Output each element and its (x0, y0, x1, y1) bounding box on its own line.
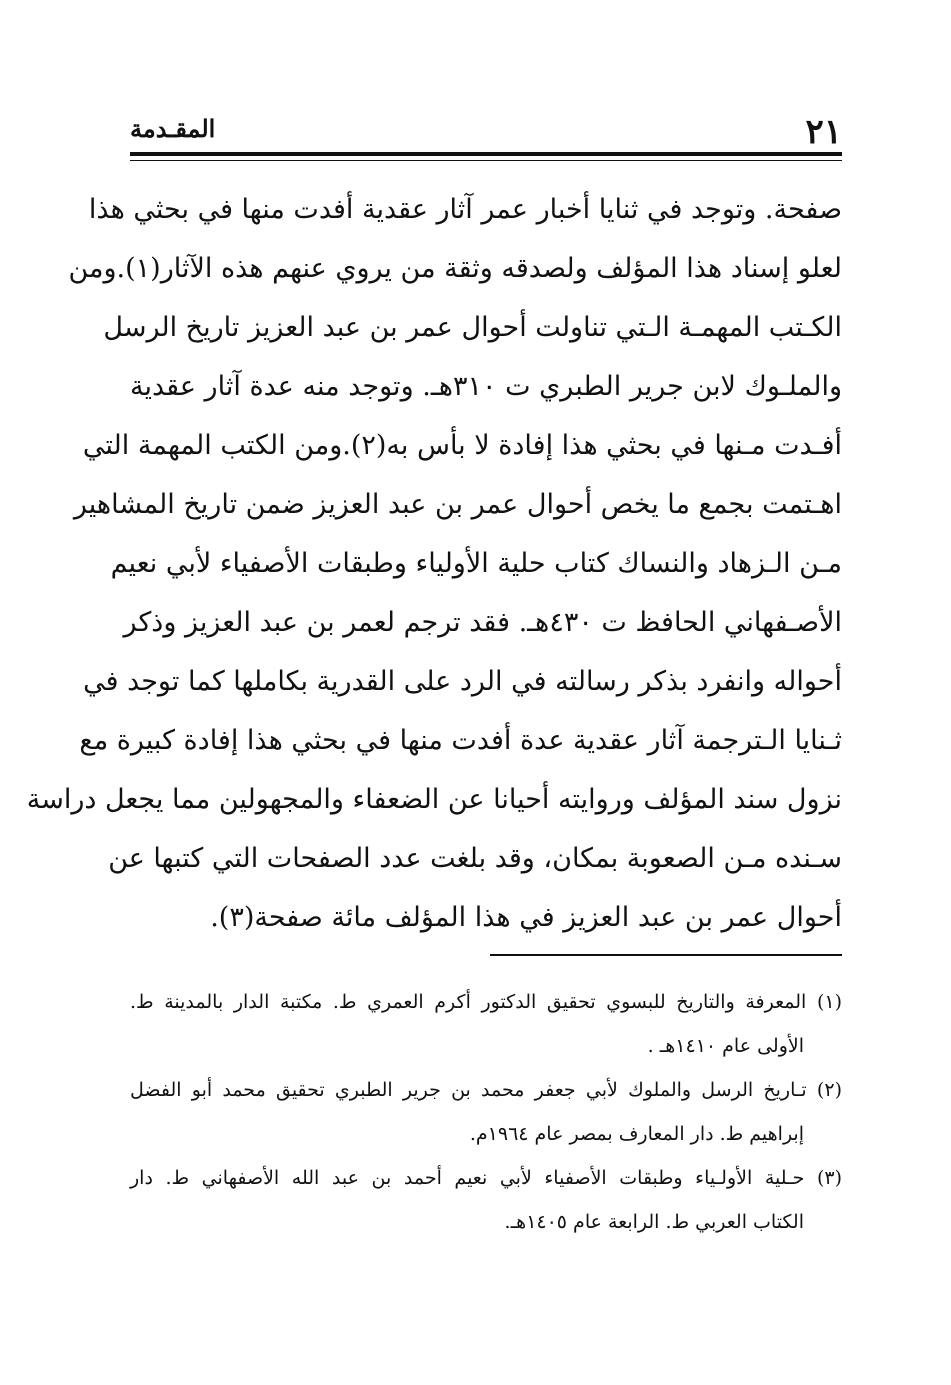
page-header (130, 108, 842, 152)
footnote-3-continuation: الكتاب العربي ط. الرابعة عام ١٤٠٥هـ. (504, 1211, 804, 1233)
text-line: صفحة. وتوجد في ثنايا أخبار عمر آثار عقدية أفدت منها في بحثي هذا (88, 194, 842, 225)
footnote-separator (490, 954, 842, 956)
text-line: والملـوك لابن جرير الطبري ت ٣١٠هـ. وتوجد منه عدة آثار عقدية (130, 371, 842, 402)
page-number: ٢١ (805, 112, 842, 152)
footnotes (130, 980, 842, 1244)
main-text (26, 180, 842, 947)
text-line: اهـتمت بجمع ما يخص أحوال عمر بن عبد العزيز ضمن تاريخ المشاهير (73, 489, 842, 520)
text-line: سـنده مـن الصعوبة بمكان، وقد بلغت عدد الصفحات التي كتبها عن (108, 843, 842, 874)
text-line: أفـدت مـنها في بحثي هذا إفادة لا بأس به(٢).ومن الكتب المهمة التي (82, 430, 842, 461)
text-line: ثـنايا الـترجمة آثار عقدية عدة أفدت منها في بحثي هذا إفادة كبيرة مع (79, 725, 842, 756)
footnote-2: (٢) تـاريخ الرسل والملوك لأبي جعفر محمد بن جرير الطبري تحقيق محمد أبو الفضل (130, 1079, 842, 1101)
header-rule-thick (130, 152, 842, 156)
running-title: المقـدمة (130, 114, 216, 143)
footnote-1-continuation: الأولى عام ١٤١٠هـ . (647, 1035, 804, 1057)
footnote-1: (١) المعرفة والتاريخ للبسوي تحقيق الدكتور أكرم العمري ط. مكتبة الدار بالمدينة ط. (130, 991, 842, 1013)
text-line: الأصـفهاني الحافظ ت ٤٣٠هـ. فقد ترجم لعمر بن عبد العزيز وذكر (123, 607, 842, 638)
text-line: الكـتب المهمـة الـتي تناولت أحوال عمر بن عبد العزيز تاريخ الرسل (103, 312, 842, 343)
text-line: نزول سند المؤلف وروايته أحيانا عن الضعفاء والمجهولين مما يجعل دراسة (26, 784, 842, 815)
footnote-3: (٣) حـلية الأولـياء وطبقات الأصفياء لأبي نعيم أحمد بن عبد الله الأصفهاني ط. دار (130, 1167, 842, 1189)
header-rule-thin (130, 160, 842, 161)
text-line-last: أحوال عمر بن عبد العزيز في هذا المؤلف مائة صفحة(٣). (210, 902, 842, 933)
text-line: مـن الـزهاد والنساك كتاب حلية الأولياء وطبقات الأصفياء لأبي نعيم (110, 548, 842, 579)
footnote-2-continuation: إبراهيم ط. دار المعارف بمصر عام ١٩٦٤م. (469, 1123, 804, 1145)
text-line: أحواله وانفرد بذكر رسالته في الرد على القدرية بكاملها كما توجد في (83, 666, 842, 697)
text-line: لعلو إسناد هذا المؤلف ولصدقه وثقة من يروي عنهم هذه الآثار(١).ومن (68, 253, 842, 284)
